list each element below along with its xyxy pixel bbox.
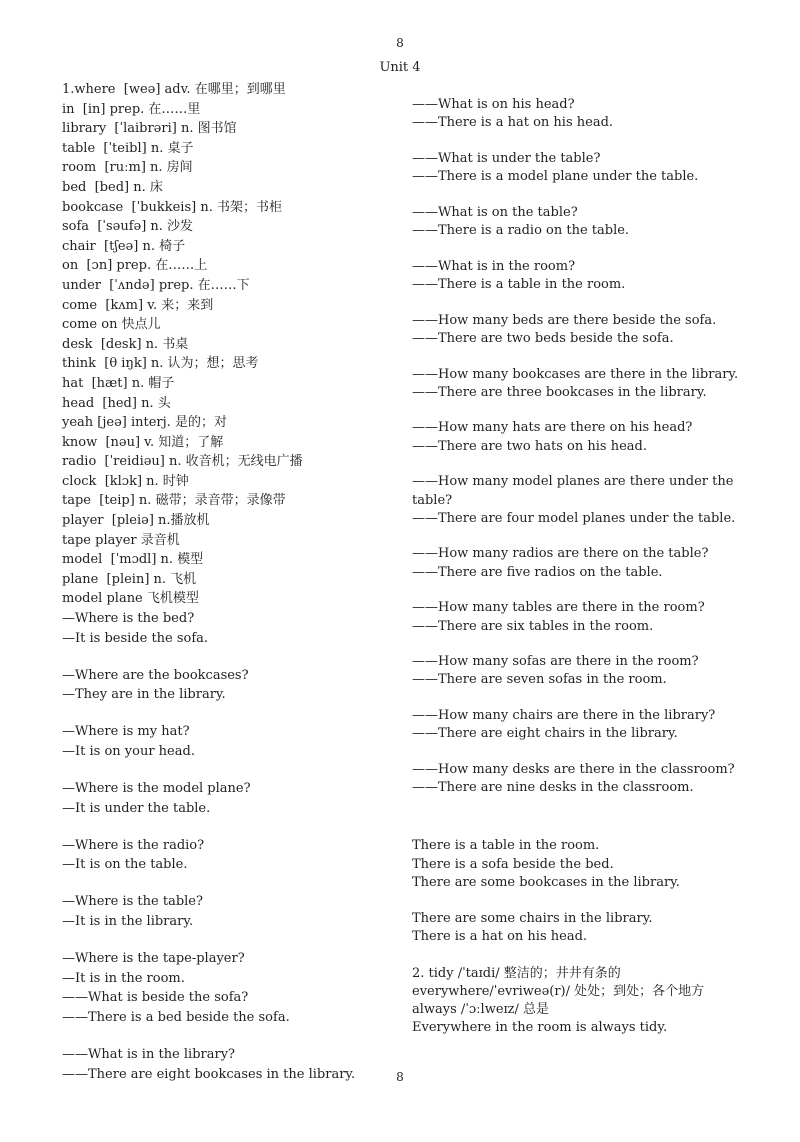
dialogue-answer: ——There are three bookcases in the library. xyxy=(412,384,707,400)
vocab-item: room [ruːm] n. 房间 xyxy=(62,160,193,176)
dialogue-answer: ——There are two hats on his head. xyxy=(412,438,647,454)
example-sentence: Everywhere in the room is always tidy. xyxy=(412,1020,668,1036)
dialogue-question: —Where are the bookcases? xyxy=(62,667,249,683)
vocab-item: model plane 飞机模型 xyxy=(62,591,199,607)
dialogue-question: ——How many beds are there beside the sofa. xyxy=(412,312,717,328)
dialogue-question: —Where is the tape-player? xyxy=(62,951,245,967)
dialogue-block xyxy=(412,653,772,689)
dialogue-question: ——How many hats are there on his head? xyxy=(412,420,693,436)
dialogue-answer: —It is on the table. xyxy=(62,857,188,873)
dialogue-question: ——What is in the library? xyxy=(62,1047,236,1063)
dialogue-question: ——How many bookcases are there in the library. xyxy=(412,366,739,382)
example-sentence: There are some bookcases in the library. xyxy=(412,874,680,890)
dialogue-answer: ——There is a hat on his head. xyxy=(412,115,614,131)
example-sentence: There is a table in the room. xyxy=(412,838,600,854)
dialogue-block xyxy=(62,666,402,705)
dialogue-block xyxy=(412,761,772,797)
dialogue-answer: —It is in the library. xyxy=(62,914,194,930)
dialogue-block xyxy=(412,419,772,455)
vocab-item: 2. tidy /ˈtaɪdi/ 整洁的；井井有条的 xyxy=(412,965,621,981)
dialogue-question: ——How many tables are there in the room? xyxy=(412,600,705,616)
dialogue-question: —Where is the bed? xyxy=(62,611,195,627)
dialogue-question: ——What is on the table? xyxy=(412,204,578,220)
vocab-item: always /ˈɔːlweɪz/ 总是 xyxy=(412,1001,550,1017)
vocab-list-2 xyxy=(412,965,772,1038)
dialogue-block xyxy=(62,892,402,931)
dialogue-block xyxy=(412,204,772,240)
vocab-item: hat [hæt] n. 帽子 xyxy=(62,375,175,391)
dialogue-answer: ——There is a radio on the table. xyxy=(412,223,630,239)
vocab-item: sofa [ˈsəufə] n. 沙发 xyxy=(62,219,194,235)
dialogue-block xyxy=(62,609,402,648)
dialogue-block xyxy=(412,545,772,581)
page-number-bottom: 8 xyxy=(396,1070,404,1084)
vocab-item: yeah [jeə] interj. 是的；对 xyxy=(62,415,227,431)
dialogue-question: —Where is the table? xyxy=(62,894,203,910)
dialogue-answer: ——There are five radios on the table. xyxy=(412,564,663,580)
dialogue-block xyxy=(412,473,772,528)
dialogue-question: —Where is the radio? xyxy=(62,837,205,853)
dialogue-question: ——What is in the room? xyxy=(412,258,576,274)
unit-title: Unit 4 xyxy=(379,60,421,75)
dialogue-question: ——How many radios are there on the table? xyxy=(412,546,709,562)
dialogue-question: ——How many chairs are there in the library? xyxy=(412,708,716,724)
vocab-item: desk [desk] n. 书桌 xyxy=(62,336,189,352)
example-sentences xyxy=(412,910,772,946)
left-column xyxy=(62,80,402,1084)
example-sentence: There is a hat on his head. xyxy=(412,929,588,945)
example-sentence: There are some chairs in the library. xyxy=(412,911,653,927)
dialogue-answer: —It is in the room. xyxy=(62,970,185,986)
dialogue-answer: ——There is a bed beside the sofa. xyxy=(62,1009,290,1025)
vocab-item: on [ɔn] prep. 在……上 xyxy=(62,258,208,274)
dialogue-question: —Where is the model plane? xyxy=(62,781,251,797)
dialogue-block xyxy=(412,599,772,635)
dialogue-question: —Where is my hat? xyxy=(62,724,190,740)
dialogue-answer: ——There are seven sofas in the room. xyxy=(412,672,667,688)
dialogue-block xyxy=(412,312,772,348)
vocab-item: library [ˈlaibrəri] n. 图书馆 xyxy=(62,121,237,137)
vocab-item: come [kʌm] v. 来；来到 xyxy=(62,297,214,313)
vocab-item: 1.where [weə] adv. 在哪里；到哪里 xyxy=(62,82,286,97)
dialogue-block xyxy=(412,366,772,402)
dialogue-answer: ——There are eight bookcases in the library. xyxy=(62,1066,356,1082)
dialogue-block xyxy=(62,722,402,761)
dialogue-question: ——What is beside the sofa? xyxy=(62,990,249,1006)
vocab-item: come on 快点儿 xyxy=(62,317,161,333)
dialogue-answer: —It is on your head. xyxy=(62,744,195,759)
example-sentence: There is a sofa beside the bed. xyxy=(412,856,614,872)
vocab-item: everywhere/ˈevriweə(r)/ 处处；到处；各个地方 xyxy=(412,983,705,999)
vocab-list xyxy=(62,80,402,609)
dialogue-block xyxy=(412,150,772,186)
vocab-item: in [in] prep. 在……里 xyxy=(62,101,201,117)
dialogue-block xyxy=(62,836,402,875)
vocab-item: head [hed] n. 头 xyxy=(62,395,171,411)
dialogue-answer: —It is beside the sofa. xyxy=(62,630,209,646)
right-column xyxy=(412,96,772,1037)
vocab-item: player [pleiə] n.播放机 xyxy=(62,513,210,529)
dialogue-question: ——What is on his head? xyxy=(412,97,575,112)
vocab-item: table [ˈteibl] n. 桌子 xyxy=(62,140,194,156)
vocab-item: bed [bed] n. 床 xyxy=(62,179,163,195)
page-number-top: 8 xyxy=(396,36,404,50)
dialogue-block xyxy=(62,779,402,818)
dialogue-block xyxy=(412,707,772,743)
dialogue-answer: ——There is a model plane under the table. xyxy=(412,169,699,185)
dialogue-question: ——How many desks are there in the classroom? xyxy=(412,762,735,778)
dialogue-answer: ——There is a table in the room. xyxy=(412,276,626,292)
vocab-item: know [nəu] v. 知道；了解 xyxy=(62,434,224,450)
example-sentences xyxy=(412,837,772,892)
vocab-item: tape player 录音机 xyxy=(62,532,180,548)
dialogue-answer: ——There are two beds beside the sofa. xyxy=(412,330,674,346)
vocab-item: bookcase [ˈbukkeis] n. 书架；书柜 xyxy=(62,199,282,215)
dialogue-answer: ——There are six tables in the room. xyxy=(412,618,654,634)
vocab-item: think [θ iŋk] n. 认为；想；思考 xyxy=(62,356,259,372)
dialogue-block xyxy=(62,949,402,1027)
dialogue-answer: ——There are nine desks in the classroom. xyxy=(412,780,694,796)
dialogue-answer: —It is under the table. xyxy=(62,800,211,816)
vocab-item: clock [klɔk] n. 时钟 xyxy=(62,473,189,489)
dialogue-answer: —They are in the library. xyxy=(62,687,226,703)
vocab-item: radio [ˈreidiəu] n. 收音机；无线电广播 xyxy=(62,454,303,470)
dialogue-answer: ——There are four model planes under the table. xyxy=(412,510,736,526)
dialogue-question: ——What is under the table? xyxy=(412,150,601,166)
vocab-item: under [ˈʌndə] prep. 在……下 xyxy=(62,277,250,293)
dialogue-question: ——How many model planes are there under the table? xyxy=(412,474,734,508)
dialogue-answer: ——There are eight chairs in the library. xyxy=(412,726,678,742)
vocab-item: model [ˈmɔdl] n. 模型 xyxy=(62,552,204,568)
dialogue-question: ——How many sofas are there in the room? xyxy=(412,654,699,670)
dialogue-block xyxy=(412,258,772,294)
vocab-item: plane [plein] n. 飞机 xyxy=(62,571,197,587)
vocab-item: chair [tʃeə] n. 椅子 xyxy=(62,238,186,254)
dialogue-block xyxy=(412,96,772,132)
vocab-item: tape [teip] n. 磁带；录音带；录像带 xyxy=(62,493,286,509)
